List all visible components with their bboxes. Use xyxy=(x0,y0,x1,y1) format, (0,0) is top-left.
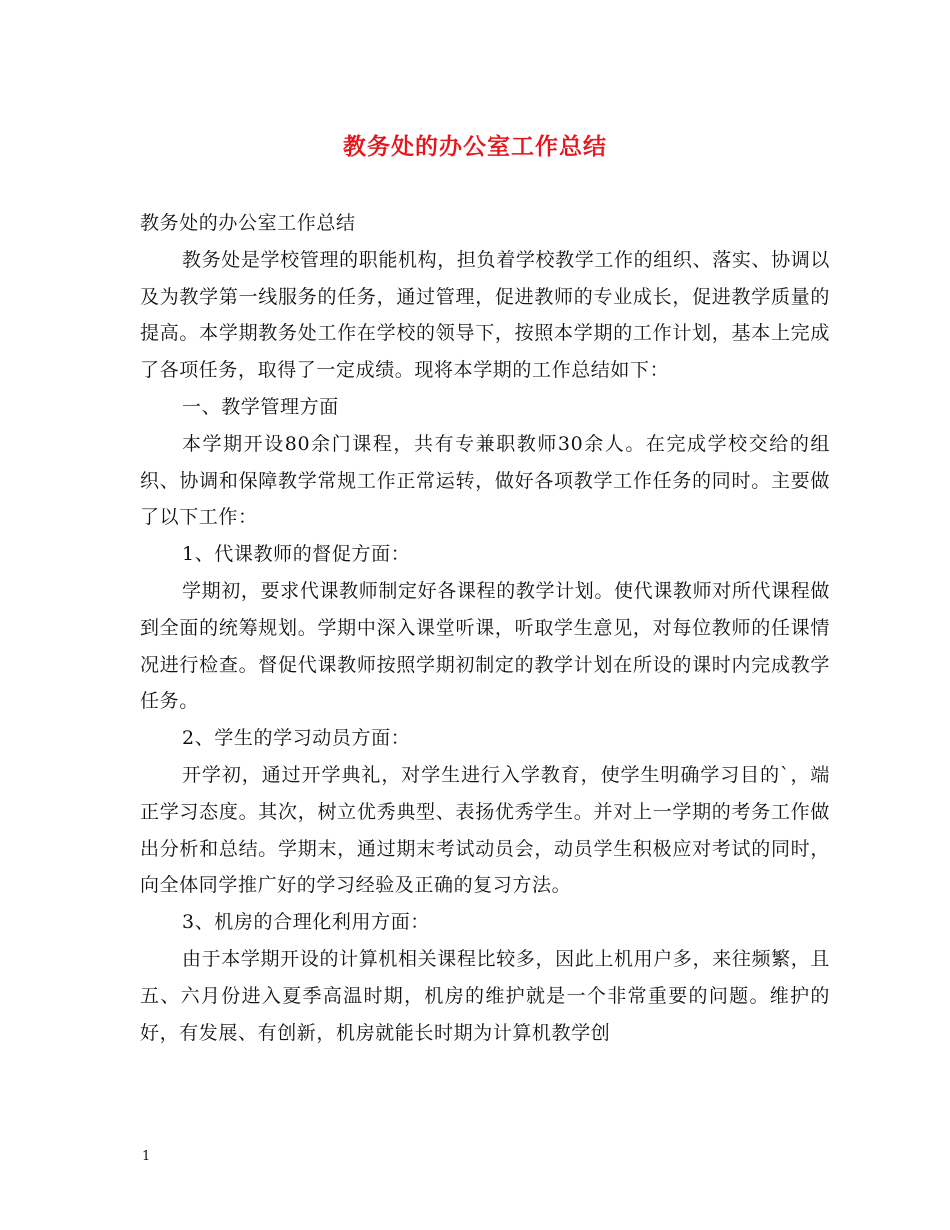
document-body xyxy=(140,205,830,1051)
substitute-teachers-paragraph: 学期初，要求代课教师制定好各课程的教学计划。使代课教师对所代课程做到全面的统筹规划。学期中深入课堂听课，听取学生意见，对每位教师的任课情况进行检查。督促代课教师按照学期初制定的教学计划在所设的课时内完成教学任务。 xyxy=(140,579,830,713)
teaching-management-paragraph: 本学期开设80余门课程，共有专兼职教师30余人。在完成学校交给的组织、协调和保障教学常规工作正常运转，做好各项教学工作任务的同时。主要做了以下工作： xyxy=(140,432,830,529)
subheading-computer-room: 3、机房的合理化利用方面： xyxy=(182,911,430,934)
body-heading: 教务处的办公室工作总结 xyxy=(140,212,356,234)
subheading-student-mobilization: 2、学生的学习动员方面： xyxy=(182,727,411,750)
subheading-substitute-teachers: 1、代课教师的督促方面： xyxy=(182,543,411,566)
intro-paragraph: 教务处是学校管理的职能机构，担负着学校教学工作的组织、落实、协调以及为教学第一线服务的任务，通过管理，促进教师的专业成长，促进教学质量的提高。本学期教务处工作在学校的领导下，按照本学期的工作计划，基本上完成了各项任务，取得了一定成绩。现将本学期的工作总结如下： xyxy=(140,248,830,382)
computer-room-paragraph: 由于本学期开设的计算机相关课程比较多，因此上机用户多，来往频繁，且五、六月份进入夏季高温时期，机房的维护就是一个非常重要的问题。维护的好，有发展、有创新，机房就能长时期为计算机教学创 xyxy=(140,947,830,1044)
page-number: 1 xyxy=(142,1149,151,1164)
section-heading-teaching-management: 一、教学管理方面 xyxy=(182,395,339,418)
student-mobilization-paragraph: 开学初，通过开学典礼，对学生进行入学教育，使学生明确学习目的`，端正学习态度。其次，树立优秀典型、表扬优秀学生。并对上一学期的考务工作做出分析和总结。学期末，通过期末考试动员会，动员学生积极应对考试的同时，向全体同学推广好的学习经验及正确的复习方法。 xyxy=(140,763,830,897)
document-title: 教务处的办公室工作总结 xyxy=(343,133,607,160)
